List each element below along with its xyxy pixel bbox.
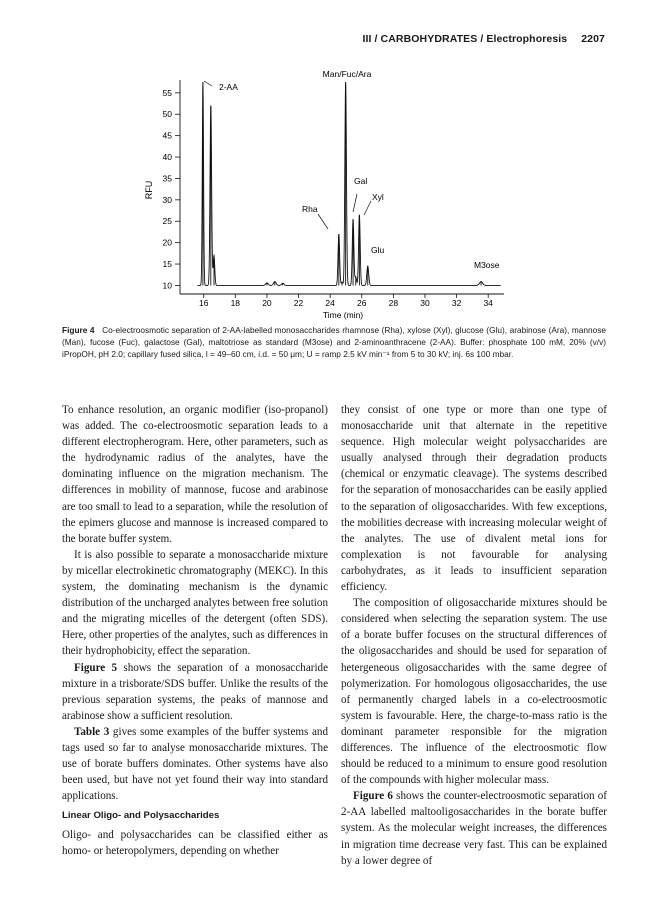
- paragraph-text: shows the separation of a monosaccharide mixture in a trisborate/SDS buffer. Unlike the results of the previous separation systems, the peaks of mannose and arabinose show a sufficient resolution.: [62, 661, 329, 722]
- annotation-gal-label: Gal: [354, 176, 368, 186]
- figure-6-reference: Figure 6: [353, 790, 393, 803]
- figure-caption: [62, 324, 606, 360]
- paragraph-text: gives some examples of the buffer systems and tags used so far to analyse monosaccharide mixtures. The use of borate buffers dominates. Other systems have also been used, but have not yet found their way into standard applications.: [62, 725, 328, 803]
- y-tick-label: 40: [162, 152, 172, 163]
- x-tick-label: 18: [230, 298, 241, 308]
- y-tick-label: 45: [162, 130, 172, 141]
- figure-caption-text: Co-electroosmotic separation of 2-AA-labelled monosaccharides rhamnose (Rha), xylose (Xyl), glucose (Glu), arabinose (Ara), mannose (Man), fucose (Fuc), galactose (Gal), maltotriose as standard (M3ose) and 2-aminoanthracene (2-AA). Buffer: phosphate 100 mM, 20% (v/v) iPropOH, pH 2.0; capillary fused silica, l = 49–60 cm, i.d. = 50 μm; U = ramp 2.5 kV min⁻¹ from 5 to 30 kV; inj. 6s 100 mbar.: [62, 325, 606, 359]
- x-tick-label: 22: [293, 298, 304, 308]
- annotation-rha-label: Rha: [302, 204, 318, 214]
- annotation-rha: [302, 204, 328, 229]
- y-tick-label: 10: [162, 280, 172, 291]
- x-tick-label: 20: [262, 298, 272, 308]
- x-tick-label: 24: [325, 298, 335, 308]
- annotation-glu: [371, 245, 385, 255]
- annotation-glu-label: Glu: [371, 245, 385, 255]
- paragraph: [62, 660, 328, 724]
- figure-5-reference: Figure 5: [74, 661, 118, 674]
- x-tick-label: 34: [483, 298, 493, 308]
- y-tick-label: 35: [162, 173, 172, 184]
- paragraph: [341, 788, 607, 868]
- y-axis-label: RFU: [144, 180, 154, 200]
- chart-trace-line: [197, 82, 500, 285]
- x-axis-ticks: [199, 294, 493, 308]
- y-tick-label: 20: [162, 237, 172, 248]
- annotation-m3ose-label: M3ose: [474, 260, 500, 270]
- annotation-2aa: [204, 81, 238, 92]
- x-tick-label: 30: [420, 298, 430, 308]
- paragraph: [62, 724, 328, 804]
- y-tick-label: 50: [162, 109, 172, 120]
- annotation-2aa-label: 2-AA: [219, 82, 238, 92]
- chart-axes: [180, 80, 504, 294]
- x-tick-label: 26: [357, 298, 367, 308]
- paragraph: they consist of one type or more than one type of monosaccharide unit that alternate in the repetitive sequence. High molecular weight polysaccharides are usually analysed through their degradation products (chemical or enzymatic cleavage). The systems described for the separation of monosaccharides can be easily applied to the separation of oligosaccharides. With few exceptions, the mobilities decrease with increasing molecular weight of the analytes. The use of divalent metal ions for complexation is not favourable for analysing carbohydrates, as it leads to insufficient separation efficiency.: [341, 404, 607, 594]
- x-tick-label: 16: [198, 298, 209, 308]
- x-axis-label: Time (min): [322, 310, 364, 320]
- annotation-man-fuc-ara-label: Man/Fuc/Ara: [322, 69, 372, 79]
- y-tick-label: 15: [162, 259, 172, 270]
- chart-peaks: [203, 82, 481, 285]
- electropherogram-chart: [0, 0, 668, 320]
- running-title: III / CARBOHYDRATES / Electrophoresis: [362, 33, 568, 45]
- y-axis-ticks: [163, 88, 180, 291]
- paragraph: It is also possible to separate a monosaccharide mixture by micellar electrokinetic chromatography (MEKC). In this system, the dominating mechanism is the dynamic distribution of the uncharged analytes between free solution and the migrating micelles of the detergent (often SDS). Here, other properties of the analytes, such as differences in their hydrophobicity, effect the separation.: [62, 548, 328, 658]
- y-tick-label: 30: [162, 194, 172, 205]
- annotation-xyl-label: Xyl: [372, 192, 384, 202]
- figure-label: Figure 4: [62, 325, 95, 335]
- table-3-reference: Table 3: [74, 725, 110, 738]
- section-heading: Linear Oligo- and Polysaccharides: [62, 810, 220, 822]
- left-column: [62, 402, 328, 860]
- annotation-gal: [353, 176, 367, 212]
- y-tick-label: 25: [162, 216, 172, 227]
- x-tick-label: 32: [451, 298, 462, 308]
- paragraph-text: shows the counter-electroosmotic separation of 2-AA labelled maltooligosaccharides in the borate buffer system. As the molecular weight increases, the differences in migration time decrease very fast. This can be explained by a lower degree of: [341, 790, 607, 867]
- annotation-man-fuc-ara: [323, 69, 372, 79]
- paragraph: To enhance resolution, an organic modifier (iso-propanol) was added. The co-electroosmotic separation leads to a different electropherogram. Here, other parameters, such as the hydrodynamic radius of the analytes, have the dominating influence on the migration mechanism. The differences in mobility of mannose, fucose and arabinose are too small to lead to a separation, while the resolution of the epimers glucose and mannose is increased compared to the borate buffer system.: [62, 404, 328, 545]
- page-number: 2207: [581, 33, 605, 45]
- annotation-xyl: [364, 192, 384, 215]
- x-tick-label: 28: [388, 298, 399, 308]
- right-column: [341, 402, 607, 869]
- paragraph: The composition of oligosaccharide mixtures should be considered when selecting the separation system. The use of a borate buffer focuses on the structural differences of the oligosaccharides and should be used for separation of hetergeneous oligosaccharides with the same degree of polymerization. For homologous oligosaccharides, the use of permanently charged labels in a co-electroosmotic system is favourable. Here, the charge-to-mass ratio is the dominant parameter responsible for the migration differences. The influence of the electroosmotic flow should be reduced to a minimum to ensure good resolution of the compounds with higher molecular mass.: [341, 597, 607, 787]
- paragraph: Oligo- and polysaccharides can be classified either as homo- or heteropolymers, depending on whether: [62, 829, 328, 858]
- y-tick-label: 55: [162, 87, 172, 98]
- annotation-m3ose: [474, 260, 500, 270]
